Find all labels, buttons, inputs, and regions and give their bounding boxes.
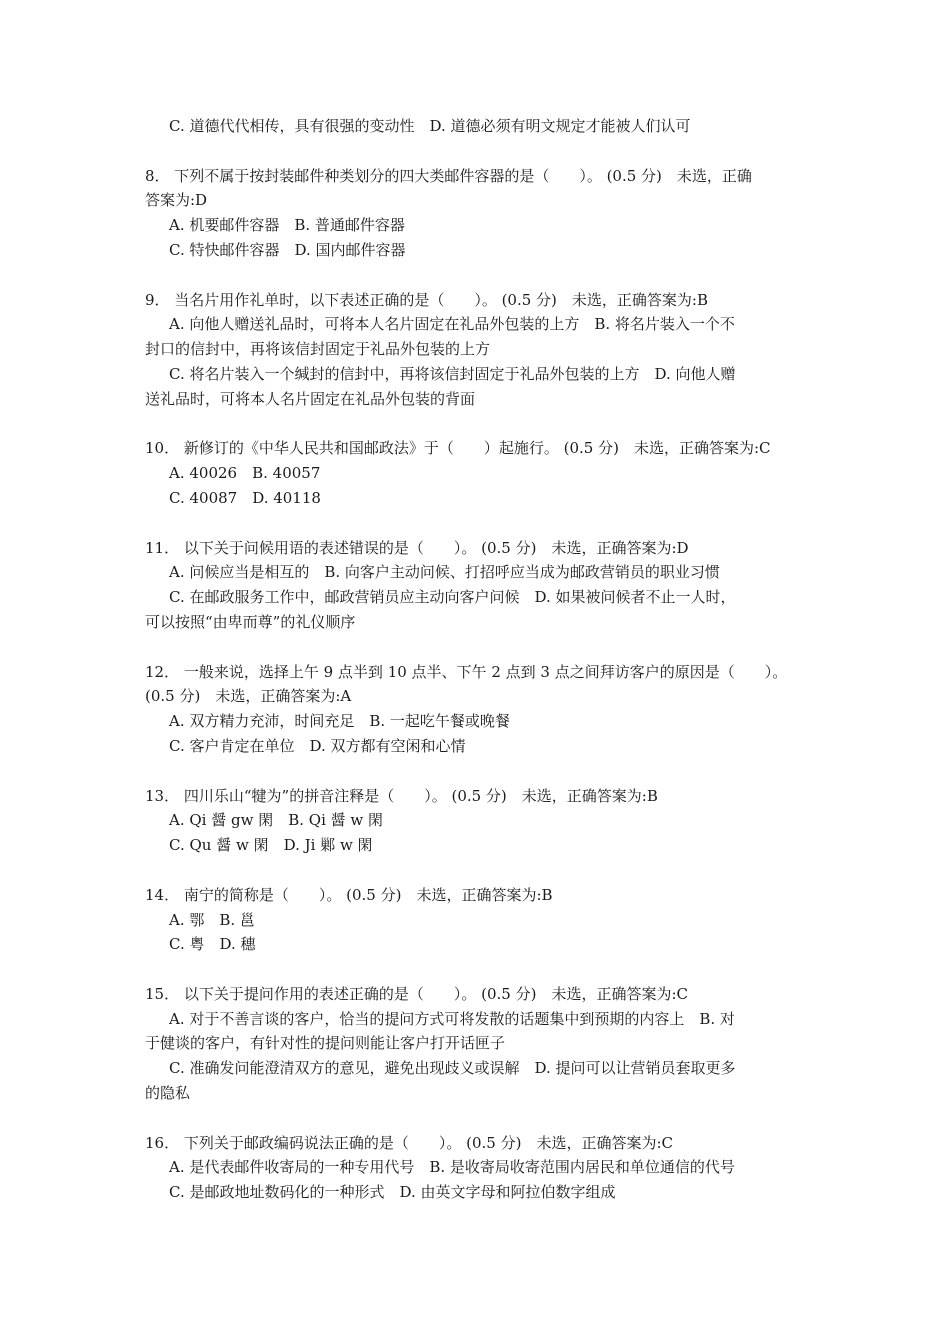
spacer (145, 139, 807, 164)
answer-option-line: C. Qu 醤 w 閑 D. Ji 鄛 w 閑 (169, 836, 373, 855)
question-stem-line: 11． 以下关于问候用语的表述错误的是（ ）。 (0.5 分) 未选，正确答案为:D (145, 538, 689, 557)
spacer (145, 858, 807, 883)
question-stem-line: 12． 一般来说，选择上午 9 点半到 10 点半、下午 2 点到 3 点之间拜访客户的原因是（ ）。 (145, 662, 788, 681)
answer-option-line: A. 问候应当是相互的 B. 向客户主动问候、打招呼应当成为邮政营销员的职业习惯 (169, 563, 720, 582)
spacer (145, 263, 807, 288)
answer-option-line: A. 40026 B. 40057 (169, 464, 321, 483)
answer-option-line: A. 对于不善言谈的客户，恰当的提问方式可将发散的话题集中到预期的内容上 B. 对 (169, 1009, 735, 1028)
lead-option-line: C. 道德代代相传，具有很强的变动性 D. 道德必须有明文规定才能被人们认可 (169, 117, 691, 135)
answer-option-line: C. 40087 D. 40118 (169, 488, 321, 507)
answer-option-line: 送礼品时，可将本人名片固定在礼品外包装的背面 (145, 389, 476, 408)
question-q15 (145, 982, 807, 1106)
answer-option-line: C. 准确发问能澄清双方的意见，避免出现歧义或误解 D. 提问可以让营销员套取更多 (169, 1059, 736, 1078)
answer-option-line: A. Qi 醤 gw 閑 B. Qi 醤 w 閑 (169, 811, 384, 830)
question-stem-line: 14． 南宁的简称是（ ）。 (0.5 分) 未选，正确答案为:B (145, 885, 553, 904)
question-q11 (145, 536, 807, 635)
spacer (145, 511, 807, 536)
answer-option-line: A. 机要邮件容器 B. 普通邮件容器 (169, 216, 405, 235)
spacer (145, 635, 807, 660)
spacer (145, 957, 807, 982)
question-q14 (145, 883, 807, 957)
question-stem-line: 10． 新修订的《中华人民共和国邮政法》于（ ）起施行。 (0.5 分) 未选，正确答案为:C (145, 439, 771, 458)
answer-option-line: C. 客户肯定在单位 D. 双方都有空闲和心情 (169, 736, 466, 755)
question-q16 (145, 1131, 807, 1205)
answer-option-line: 可以按照“由卑而尊”的礼仪顺序 (145, 612, 356, 631)
answer-option-line: C. 在邮政服务工作中，邮政营销员应主动向客户问候 D. 如果被问候者不止一人时， (169, 588, 736, 607)
question-stem-line: 答案为:D (145, 191, 208, 210)
question-q12 (145, 660, 807, 759)
answer-option-line: 于健谈的客户，有针对性的提问则能让客户打开话匣子 (145, 1034, 506, 1053)
spacer (145, 1106, 807, 1131)
question-stem-line: 8． 下列不属于按封装邮件种类划分的四大类邮件容器的是（ ）。 (0.5 分) 未选，正确 (145, 166, 752, 185)
answer-option-line: 封口的信封中，再将该信封固定于礼品外包装的上方 (145, 340, 491, 359)
spacer (145, 412, 807, 437)
answer-option-line: A. 双方精力充沛，时间充足 B. 一起吃午餐或晚餐 (169, 712, 510, 731)
question-q8 (145, 164, 807, 263)
spacer (145, 759, 807, 784)
question-q13 (145, 784, 807, 858)
question-stem-line: 13． 四川乐山“犍为”的拼音注释是（ ）。 (0.5 分) 未选，正确答案为:B (145, 786, 658, 805)
question-stem-line: (0.5 分) 未选，正确答案为:A (145, 687, 352, 706)
answer-option-line: C. 特快邮件容器 D. 国内邮件容器 (169, 240, 406, 259)
question-q9 (145, 288, 807, 412)
question-stem-line: 9． 当名片用作礼单时，以下表述正确的是（ ）。 (0.5 分) 未选，正确答案为:B (145, 290, 708, 309)
question-list (145, 164, 807, 1205)
answer-option-line: C. 粤 D. 穗 (169, 935, 256, 954)
question-stem-line: 16． 下列关于邮政编码说法正确的是（ ）。 (0.5 分) 未选，正确答案为:C (145, 1133, 673, 1152)
question-stem-line: 15． 以下关于提问作用的表述正确的是（ ）。 (0.5 分) 未选，正确答案为:C (145, 984, 688, 1003)
answer-option-line: C. 是邮政地址数码化的一种形式 D. 由英文字母和阿拉伯数字组成 (169, 1183, 616, 1202)
answer-option-line: A. 是代表邮件收寄局的一种专用代号 B. 是收寄局收寄范围内居民和单位通信的代号 (169, 1158, 735, 1177)
answer-option-line: A. 鄂 B. 邕 (169, 910, 255, 929)
answer-option-line: C. 将名片装入一个缄封的信封中，再将该信封固定于礼品外包装的上方 D. 向他人赠 (169, 364, 736, 383)
answer-option-line: 的隐私 (145, 1084, 191, 1103)
question-q10 (145, 436, 807, 510)
answer-option-line: A. 向他人赠送礼品时，可将本人名片固定在礼品外包装的上方 B. 将名片装入一个不 (169, 315, 735, 334)
